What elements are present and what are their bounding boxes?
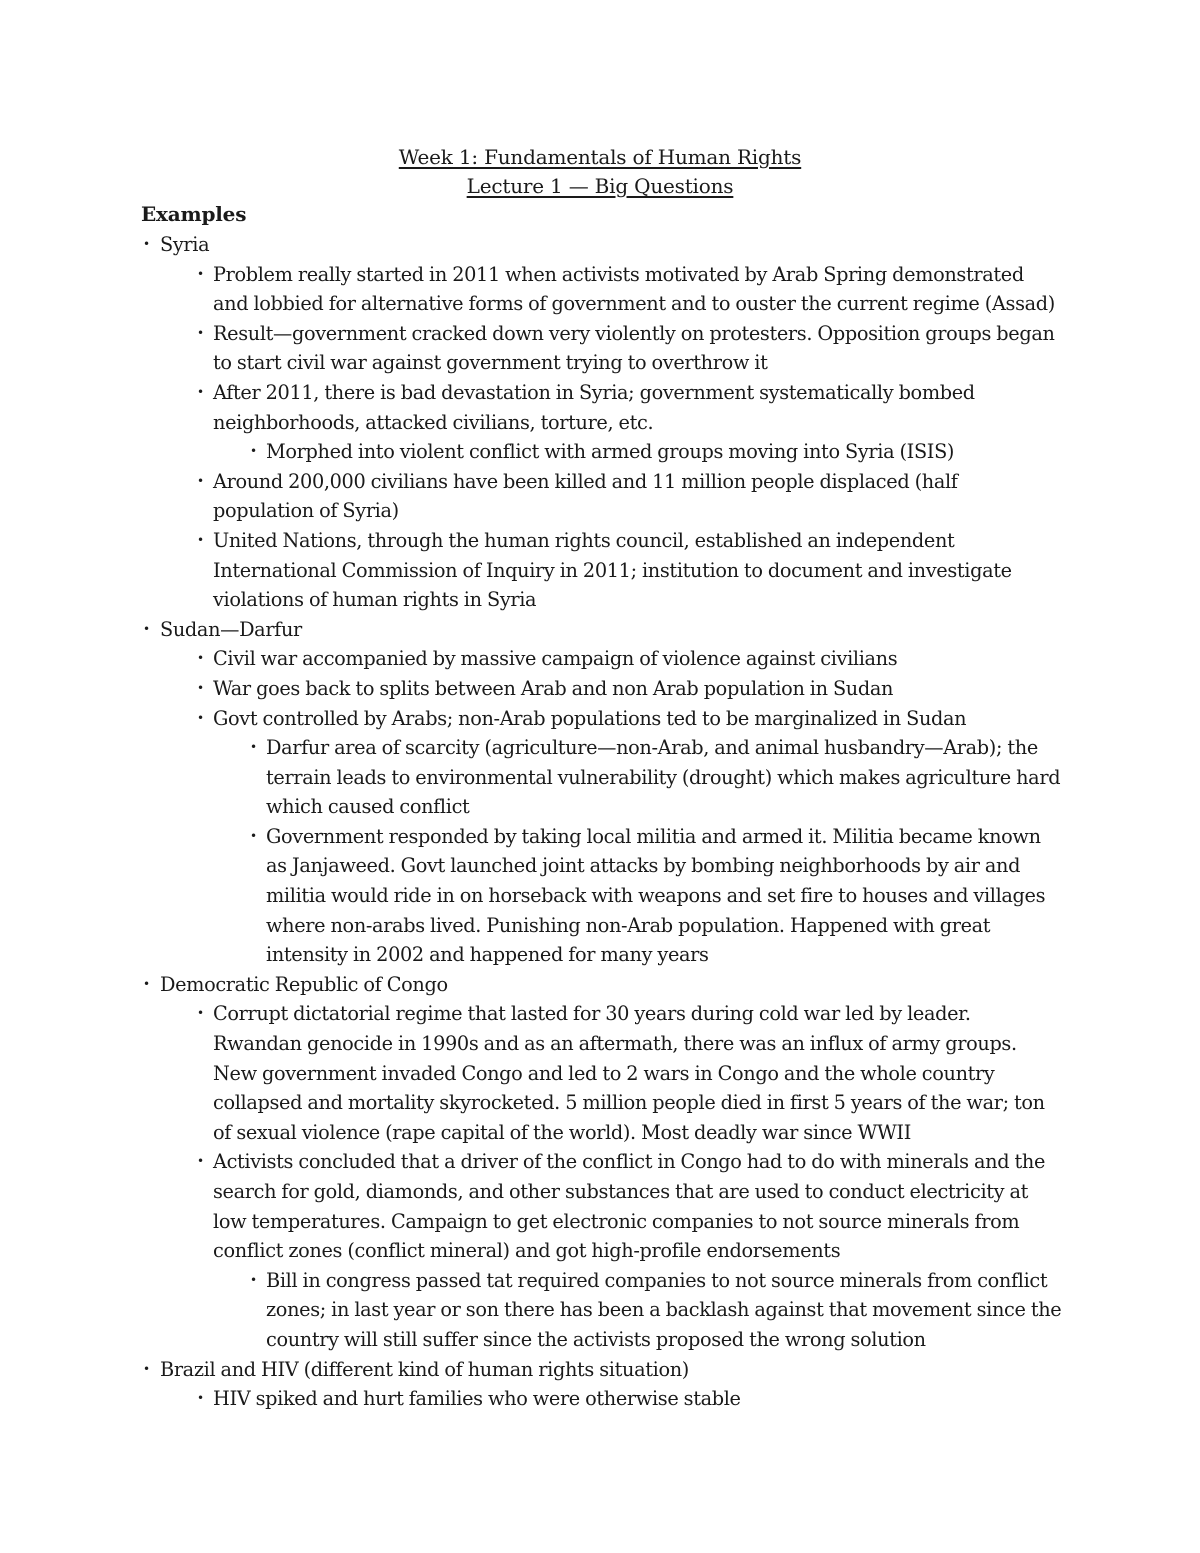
list-item-text: Corrupt dictatorial regime that lasted for 30 years during cold war led by leader. Rwandan genocide in 1990s and as an aftermath, there was an influx of army groups. New government invaded Congo and led to 2 wars in Congo and the whole country collapsed and mortality skyrocketed. 5 million people died in first 5 years of the war; ton of sexual violence (rape capital of the world). Most deadly war since WWII [213,1002,1045,1144]
bullet-icon: • [197,325,204,340]
list-item [143,1355,1080,1385]
list-item-text: Civil war accompanied by massive campaign of violence against civilians [213,647,898,671]
bullet-icon: • [197,710,204,725]
list-item-text: Around 200,000 civilians have been killed and 11 million people displaced (half population of Syria) [213,469,958,523]
list-item-text: Government responded by taking local militia and armed it. Militia became known as Janjaweed. Govt launched joint attacks by bombing neighborhoods by air and militia would ride in on horseback with weapons and set fire to houses and villages where non-arabs lived. Punishing non-Arab population. Happened with great intensity in 2002 and happened for many years [266,824,1046,967]
list-item [197,526,1063,615]
list-item-text: Brazil and HIV (different kind of human rights situation) [160,1357,689,1381]
document-title: Week 1: Fundamentals of Human Rights [398,145,802,169]
bullet-icon: • [197,473,204,488]
list-item-text: Activists concluded that a driver of the conflict in Congo had to do with minerals and the search for gold, diamonds, and other substances that are used to conduct electricity at low temperatures. Campaign to get electronic companies to not source minerals from conflict zones (conflict mineral) and got high-profile endorsements [213,1150,1046,1263]
bullet-icon: • [197,1154,204,1169]
bullet-icon: • [143,1361,150,1376]
list-item [143,615,1080,645]
bullet-icon: • [250,828,257,843]
bullet-icon: • [197,384,204,399]
list-item-text: After 2011, there is bad devastation in Syria; government systematically bombed neighborhoods, attacked civilians, torture, etc. [213,380,975,434]
list-item [143,230,1080,260]
list-item-text: Sudan—Darfur [160,617,302,641]
list-item-text: Darfur area of scarcity (agriculture—non-Arab, and animal husbandry—Arab); the terrain leads to environmental vulnerability (drought) which makes agriculture hard which caused conflict [266,736,1061,819]
list-item-text: Problem really started in 2011 when activists motivated by Arab Spring demonstrated and lobbied for alternative forms of government and to ouster the current regime (Assad) [213,262,1055,316]
bullet-icon: • [197,680,204,695]
list-item [197,704,1063,734]
bullet-icon: • [197,1006,204,1021]
list-item [197,674,1063,704]
bullet-icon: • [197,1391,204,1406]
bullet-icon: • [250,444,257,459]
list-item-text: Bill in congress passed tat required companies to not source minerals from conflict zones; in last year or son there has been a backlash against that movement since the country will still suffer since the activists proposed the wrong solution [266,1268,1062,1351]
title-block [0,143,1200,201]
list-item-text: Morphed into violent conflict with armed groups moving into Syria (ISIS) [266,440,955,464]
list-item [197,467,1063,526]
list-item [197,1384,1063,1414]
list-item-text: Govt controlled by Arabs; non-Arab populations ted to be marginalized in Sudan [213,706,967,730]
list-item [143,970,1080,1000]
list-item [250,1266,1066,1355]
bullet-icon: • [143,237,150,251]
list-item [197,1147,1063,1265]
bullet-icon: • [197,266,204,281]
bullet-list [0,230,1200,1414]
lecture-subtitle: Lecture 1 — Big Questions [466,174,734,198]
list-item-text: Result—government cracked down very violently on protesters. Opposition groups began to start civil war against government trying to overthrow it [213,321,1055,375]
list-item [250,822,1066,970]
bullet-icon: • [143,976,150,991]
bullet-icon: • [250,1272,257,1287]
list-item [197,260,1063,319]
bullet-icon: • [143,621,150,636]
list-item [250,437,1066,467]
list-item [197,378,1063,437]
list-item [197,999,1063,1147]
bullet-icon: • [197,532,204,547]
list-item [250,733,1066,822]
list-item-text: United Nations, through the human rights council, established an independent International Commission of Inquiry in 2011; institution to document and investigate violations of human rights in Syria [213,528,1012,612]
list-item [197,319,1063,378]
list-item-text: War goes back to splits between Arab and non Arab population in Sudan [213,676,894,700]
list-item-text: Democratic Republic of Congo [160,972,448,996]
list-item [197,644,1063,674]
section-heading: Examples [141,202,247,226]
bullet-icon: • [250,740,257,755]
list-item-text: HIV spiked and hurt families who were otherwise stable [213,1387,741,1411]
list-item-text: Syria [160,233,210,256]
bullet-icon: • [197,651,204,666]
